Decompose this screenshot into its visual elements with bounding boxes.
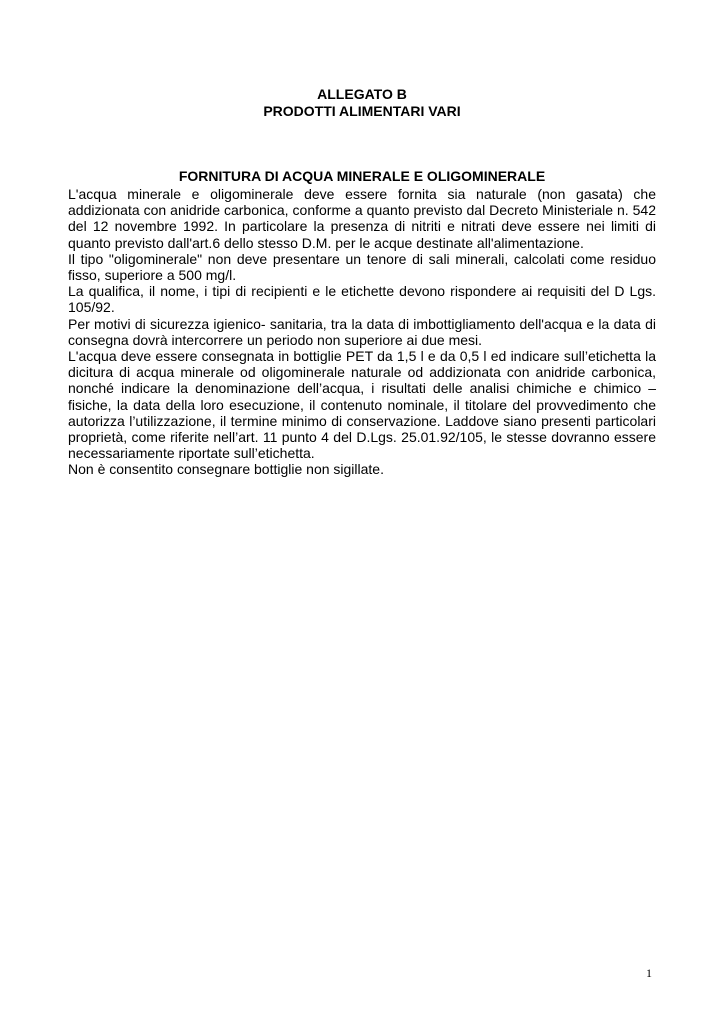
paragraph-sealed-bottles: Non è consentito consegnare bottiglie non sigillate.	[68, 461, 384, 478]
header-category-title: PRODOTTI ALIMENTARI VARI	[263, 103, 461, 119]
paragraph-labeling: La qualifica, il nome, i tipi di recipienti e le etichette devono rispondere ai requisiti del D Lgs. 105/92.	[68, 283, 656, 316]
section-title: FORNITURA DI ACQUA MINERALE E OLIGOMINERALE	[178, 168, 546, 184]
paragraph-oligominerale: Il tipo "oligominerale" non deve presentare un tenore di sali minerali, calcolati come residuo fisso, superiore a 500 mg/l.	[68, 250, 656, 284]
paragraph-delivery: L'acqua deve essere consegnata in bottiglie PET da 1,5 l e da 0,5 l ed indicare sull’etichetta la dicitura di acqua minerale od oligominerale naturale od addizionata con anidride carbonica, nonché indicare la denominazione dell’acqua, i risultati delle analisi chimiche e chimico – fisiche, la data della loro esecuzione, il contenuto nominale, il titolare del provvedimento che autorizza l’utilizzazione, il termine minimo di conservazione. Laddove siano presenti particolari proprietà, come riferite nell’art. 11 punto 4 del D.Lgs. 25.01.92/105, le stesse dovranno essere necessariamente riportate sull’etichetta.	[68, 348, 656, 462]
document-body	[68, 186, 656, 478]
paragraph-water-requirements: L'acqua minerale e oligominerale deve essere fornita sia naturale (non gasata) che addizionata con anidride carbonica, conforme a quanto previsto dal Decreto Ministeriale n. 542 del 12 novembre 1992. In particolare la presenza di nitriti e nitrati deve essere nei limiti di quanto previsto dall'art.6 dello stesso D.M. per le acque destinate all'alimentazione.	[68, 186, 656, 251]
document-header	[0, 86, 724, 120]
page-number: 1	[646, 966, 652, 980]
header-annex-title: ALLEGATO B	[317, 86, 407, 102]
paragraph-safety: Per motivi di sicurezza igienico- sanitaria, tra la data di imbottigliamento dell'acqua e la data di consegna dovrà intercorrere un periodo non superiore ai due mesi.	[68, 315, 656, 348]
